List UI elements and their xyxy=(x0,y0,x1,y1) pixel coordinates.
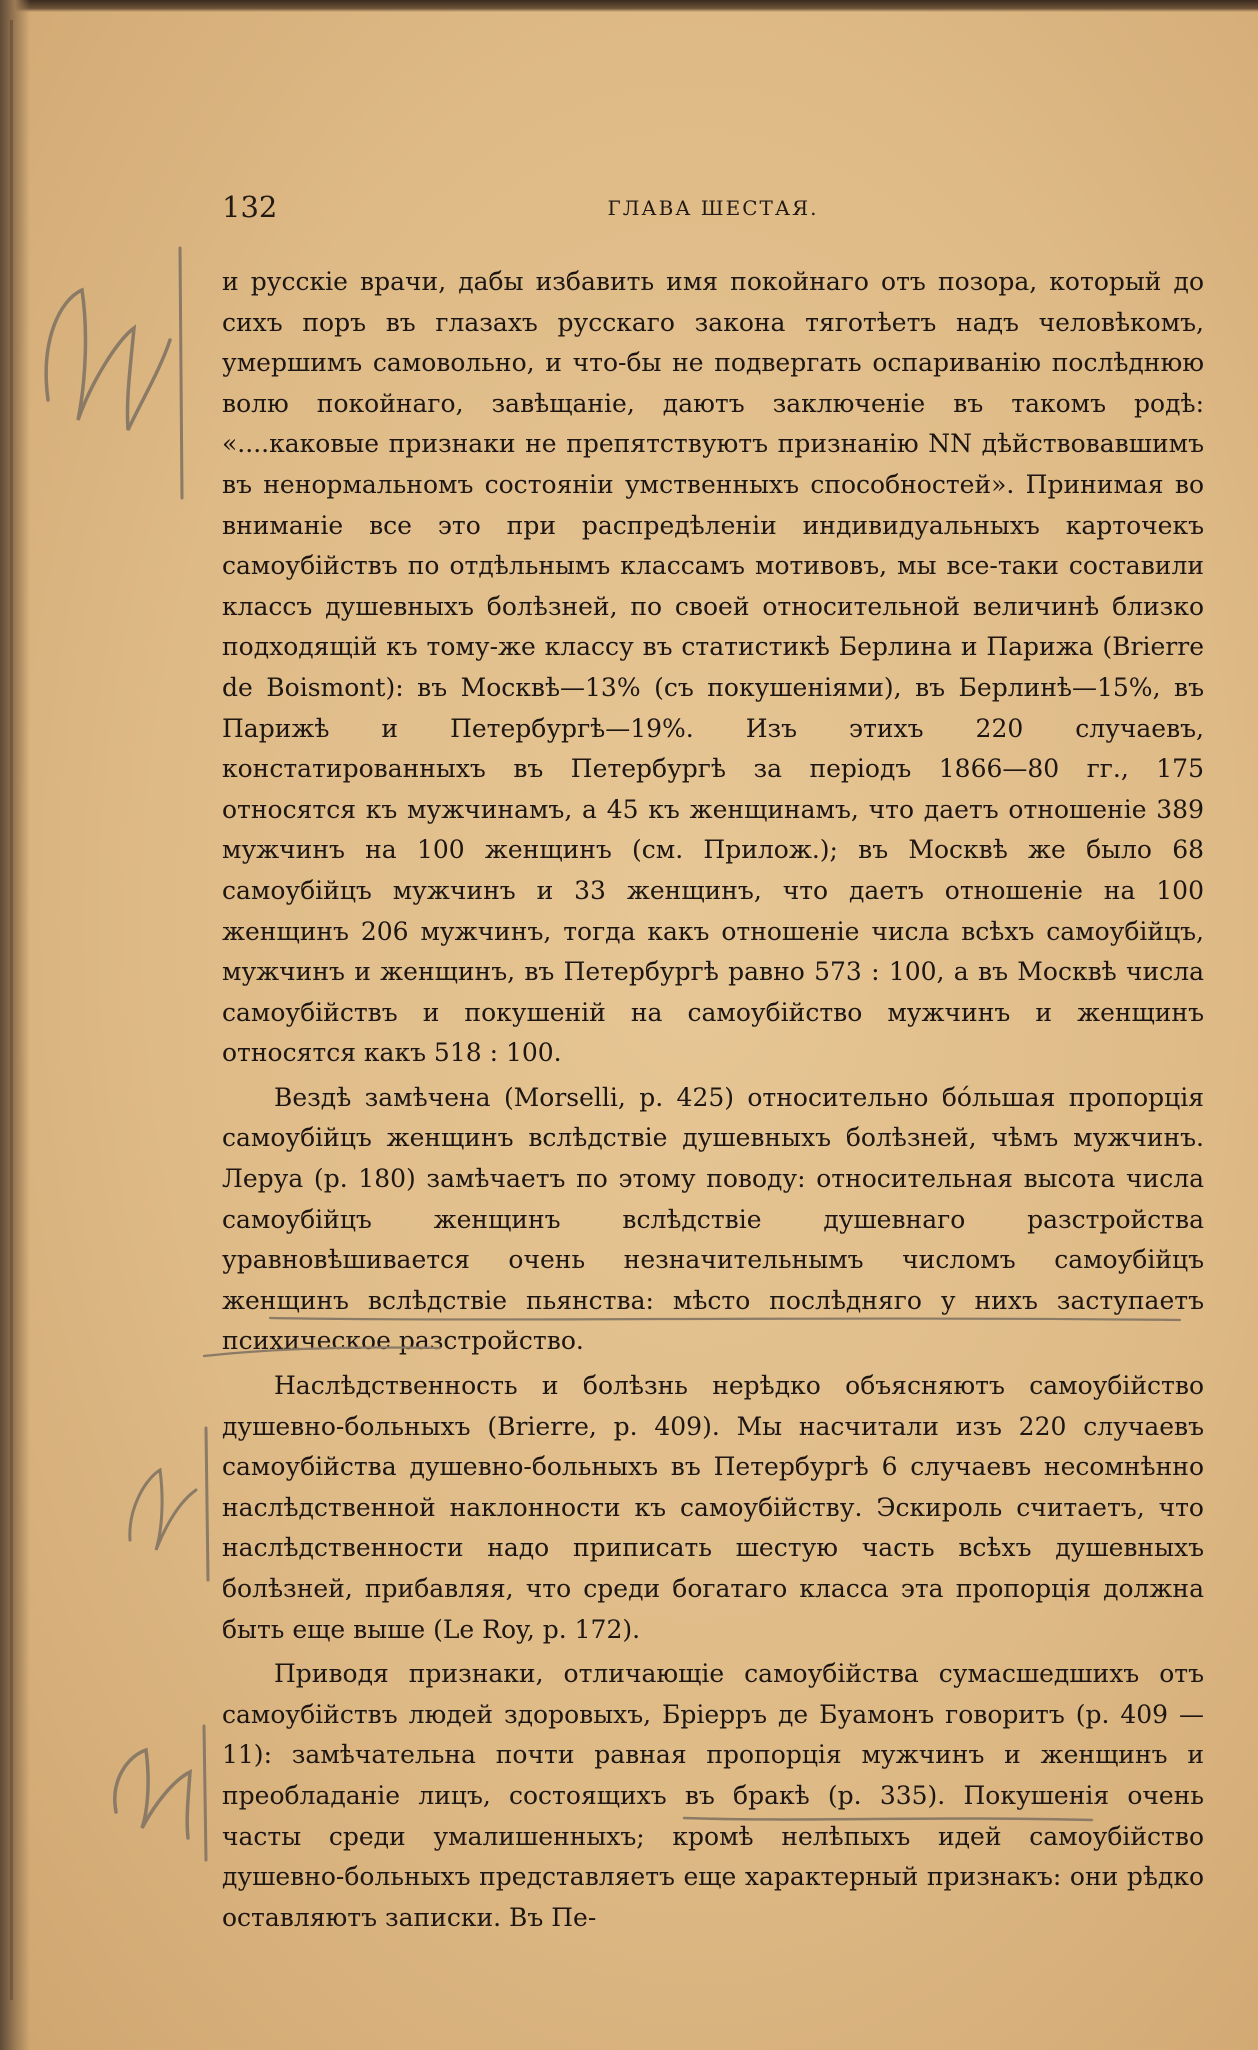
page-number: 132 xyxy=(222,190,278,224)
pencil-underline-icon xyxy=(680,1808,1100,1828)
handwritten-margin-mark-icon xyxy=(30,230,200,510)
paragraph-2: Вездѣ замѣчена (Morselli, p. 425) относительно бóльшая пропорція самоубійцъ женщинъ вслѣдствіе душевныхъ болѣзней, чѣмъ мужчинъ. Леруа (p. 180) замѣчаетъ по этому поводу: относительная высота числа самоубійцъ женщинъ вслѣдствіе душевнаго разстройства уравновѣшивается очень незначительнымъ числомъ самоубійцъ женщинъ вслѣдствіе пьянства: мѣсто послѣдняго у нихъ заступаетъ психическое разстройство. xyxy=(222,1082,1204,1356)
running-head: ГЛАВА ШЕСТАЯ. xyxy=(607,196,819,220)
paragraph-1: и русскіе врачи, дабы избавить имя покойнаго отъ позора, который до сихъ поръ въ глазахъ русскаго закона тяготѣетъ надъ человѣкомъ, умершимъ самовольно, и что-бы не подвергать оспариванію послѣднюю волю покойнаго, завѣщаніе, даютъ заключеніе въ такомъ родѣ: «....каковые признаки не препятствуютъ признанію NN дѣйствовавшимъ въ ненормальномъ состояніи умственныхъ способностей». Принимая во вниманіе все это при распредѣленіи индивидуальныхъ карточекъ самоубійствъ по отдѣльнымъ классамъ мотивовъ, мы все-таки составили классъ душевныхъ болѣзней, по своей относительной величинѣ близко подходящій къ тому-же классу въ статистикѣ Берлина и Парижа (Brierre de Boismont): въ Москвѣ—13% (съ покушеніями), въ Берлинѣ—15%, въ Парижѣ и Петербургѣ—19%. Изъ этихъ 220 случаевъ, констатированныхъ въ Петербургѣ за періодъ 1866—80 гг., 175 относятся къ мужчинамъ, а 45 къ женщинамъ, что даетъ отношеніе 389 мужчинъ на 100 женщинъ (см. Прилож.); въ Москвѣ же было 68 самоубійцъ мужчинъ и 33 женщинъ, что даетъ отношеніе на 100 женщинъ 206 мужчинъ, тогда какъ отношеніе числа всѣхъ самоубійцъ, мужчинъ и женщинъ, въ Петербургѣ равно 573 : 100, а въ Москвѣ числа самоубійствъ и покушеній на самоубійство мужчинъ и женщинъ относятся какъ 518 : 100. xyxy=(222,267,1204,1068)
page-top-edge xyxy=(0,0,1258,12)
paragraph-3: Наслѣдственность и болѣзнь нерѣдко объясняютъ самоубійство душевно-больныхъ (Brierre, p. 409). Мы насчитали изъ 220 случаевъ самоубійства душевно-больныхъ въ Петербургѣ 6 случаевъ несомнѣнно наслѣдственной наклонности къ самоубійству. Эскироль считаетъ, что наслѣдственности надо приписать шестую часть всѣхъ душевныхъ болѣзней, прибавляя, что среди богатаго класса эта пропорція должна быть еще выше (Le Roy, p. 172). xyxy=(222,1371,1204,1644)
body-text xyxy=(222,262,1204,1938)
pencil-underline-icon xyxy=(200,1300,1210,1360)
paragraph-4: Приводя признаки, отличающіе самоубійства сумасшедшихъ отъ самоубійствъ людей здоровыхъ, Бріерръ де Буамонъ говоритъ (p. 409 — 11): замѣчательна почти равная пропорція мужчинъ и женщинъ и преобладаніе лицъ, состоящихъ въ бракѣ (p. 335). Покушенія очень часты среди умалишенныхъ; кромѣ нелѣпыхъ идей самоубійство душевно-больныхъ представляетъ еще характерный признакъ: они рѣдко оставляютъ записки. Въ Пе- xyxy=(222,1659,1204,1932)
handwritten-margin-mark-icon xyxy=(100,1720,220,1870)
page-binding-edge xyxy=(0,0,30,2050)
handwritten-margin-mark-icon xyxy=(110,1420,220,1590)
binding-shadow-line xyxy=(10,20,13,2000)
page-header xyxy=(222,190,1204,234)
